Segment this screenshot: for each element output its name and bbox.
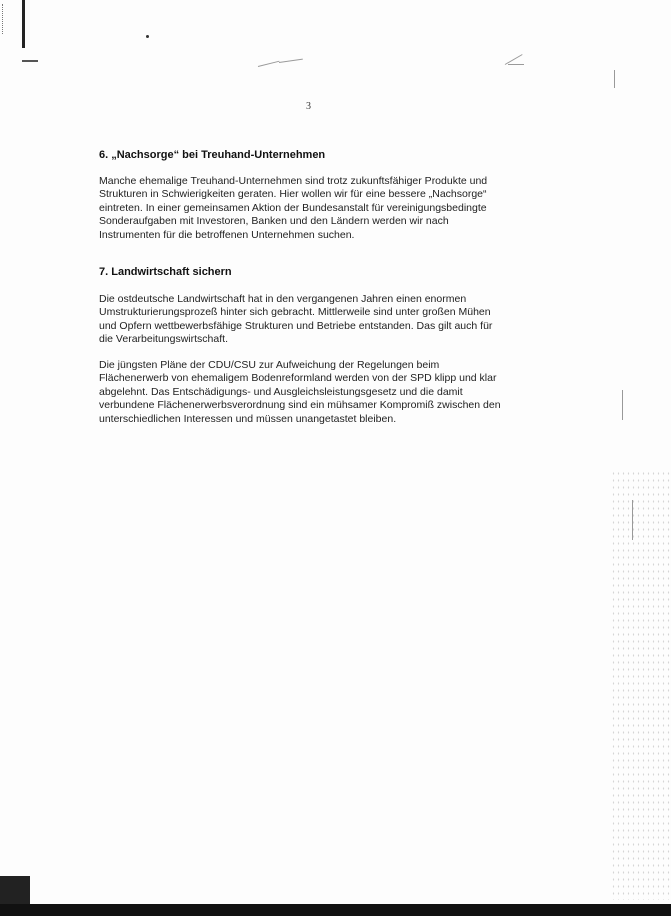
scan-right-tick: [614, 70, 615, 88]
scan-corner-mark: [2, 4, 21, 34]
text-line: Die ostdeutsche Landwirtschaft hat in den vergangenen Jahren einen enormen: [99, 293, 467, 305]
page-number: 3: [306, 101, 311, 112]
paragraph: [99, 293, 529, 347]
scan-noise: [611, 470, 671, 900]
text-line: Manche ehemalige Treuhand-Unternehmen sind trotz zukunftsfähiger Produkte und: [99, 175, 488, 187]
text-line: abgelehnt. Das Entschädigungs- und Ausgleichsleistungsgesetz und die damit: [99, 385, 463, 398]
text-line: und Opfern wettbewerbsfähige Strukturen und Betriebe entstanden. Das gilt auch für: [99, 319, 493, 332]
scan-scribble: [258, 61, 280, 67]
text-line: Sonderaufgaben mit Investoren, Banken und den Ländern werden wir nach: [99, 215, 449, 228]
scan-right-tick: [622, 390, 623, 420]
section-heading: 6. „Nachsorge“ bei Treuhand-Unternehmen: [99, 149, 326, 161]
scan-dot: [146, 35, 149, 38]
text-line: verbundene Flächenerwerbsverordnung sind ein mühsamer Kompromiß zwischen den: [99, 399, 501, 412]
scan-bottom-edge: [0, 904, 671, 916]
text-line: Instrumenten für die betroffenen Unternehmen suchen.: [99, 228, 355, 241]
text-line: die Verarbeitungswirtschaft.: [99, 333, 228, 346]
paragraph: [99, 175, 529, 242]
text-line: eintreten. In einer gemeinsamen Aktion der Bundesanstalt für vereinigungsbedingte: [99, 201, 487, 214]
text-line: Umstrukturierungsprozeß hinter sich gebracht. Mittlerweile sind unter großen Mühen: [99, 306, 491, 319]
text-line: unterschiedlichen Interessen und müssen unangetastet bleiben.: [99, 412, 397, 425]
scan-left-edge: [22, 0, 25, 48]
text-line: Flächenerwerb von ehemaligem Bodenreformland werden von der SPD klipp und klar: [99, 372, 497, 385]
text-line: Strukturen in Schwierigkeiten geraten. Hier wollen wir für eine bessere „Nachsorge“: [99, 188, 487, 201]
scan-scribble: [279, 59, 303, 63]
scan-scribble: [508, 64, 524, 65]
text-line: Die jüngsten Pläne der CDU/CSU zur Aufweichung der Regelungen beim: [99, 359, 440, 371]
scan-left-tick: [22, 60, 38, 62]
paragraph: [99, 359, 529, 426]
section-heading: 7. Landwirtschaft sichern: [99, 266, 232, 278]
